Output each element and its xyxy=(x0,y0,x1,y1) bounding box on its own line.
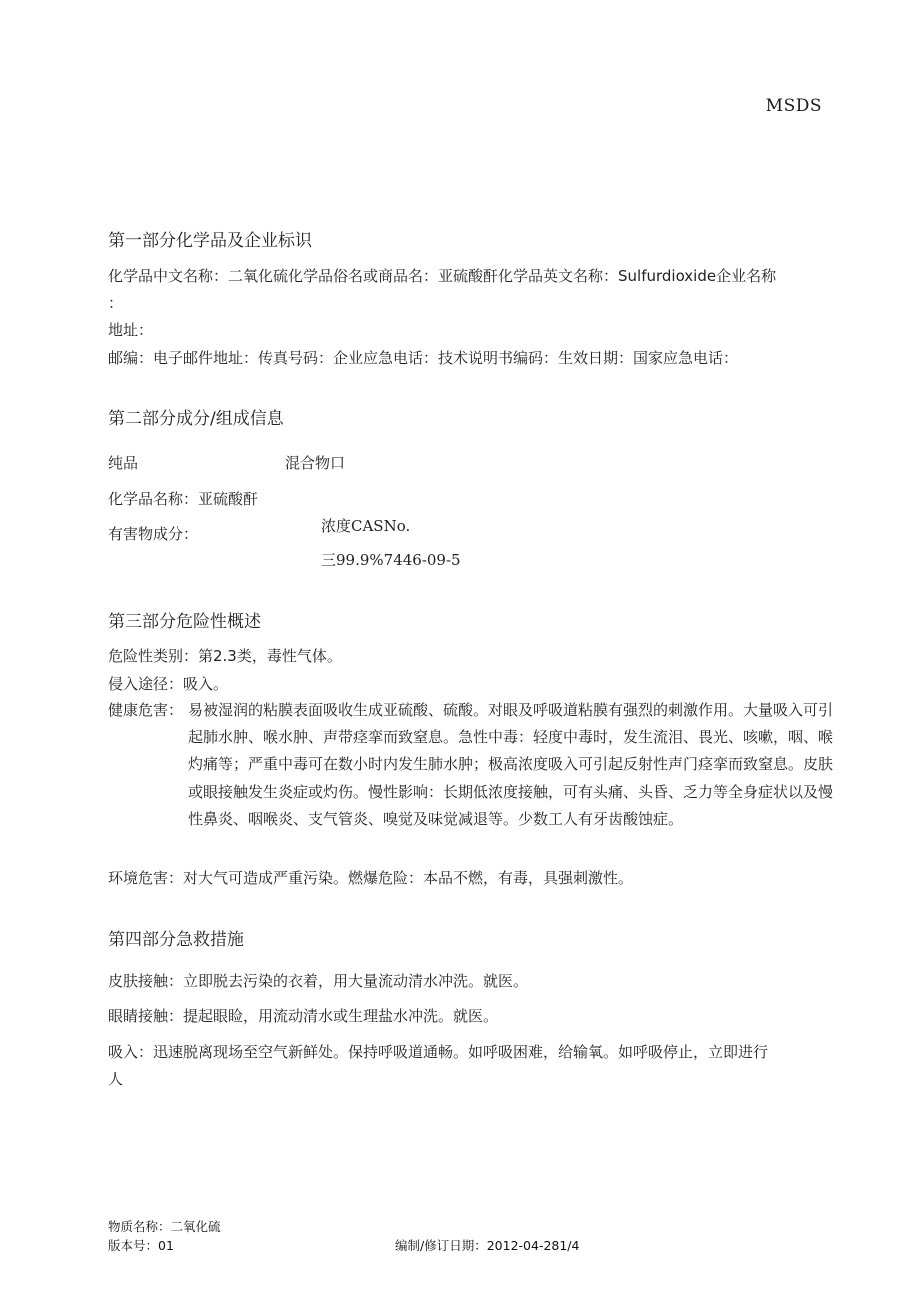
skin-contact: 皮肤接触：立即脱去污染的衣着，用大量流动清水冲洗。就医。 xyxy=(108,972,529,990)
hazard-components-label: 有害物成分： xyxy=(108,525,199,543)
section1-contact-line: 邮编：电子邮件地址：传真号码：企业应急电话：技术说明书编码：生效日期：国家应急电话： xyxy=(108,349,739,367)
section3-heading: 第三部分危险性概述 xyxy=(108,612,261,632)
inhalation-cont: 人 xyxy=(108,1070,124,1088)
section2-heading: 第二部分成分/组成信息 xyxy=(108,409,284,429)
health-hazard-text: 易被湿润的粘膜表面吸收生成亚硫酸、硫酸。对眼及呼吸道粘膜有强烈的刺激作用。大量吸入可引起肺水肿、喉水肿、声带痉挛而致窒息。急性中毒：轻度中毒时，发生流泪、畏光、咳嗽，咽、喉灼痛等；严重中毒可在数小时内发生肺水肿；极高浓度吸入可引起反射性声门痉挛而致窒息。皮肤或眼接触发生炎症或灼伤。慢性影响：长期低浓度接触，可有头痛、头昏、乏力等全身症状以及慢性鼻炎、咽喉炎、支气管炎、嗅觉及味觉减退等。少数工人有牙齿酸蚀症。 xyxy=(188,701,834,828)
section1-heading: 第一部分化学品及企业标识 xyxy=(108,231,312,251)
hazard-category: 危险性类别：第2.3类，毒性气体。 xyxy=(108,647,342,665)
footer-substance: 物质名称：二氧化硫 xyxy=(108,1219,221,1234)
health-hazard-label: 健康危害： xyxy=(108,701,184,719)
entry-route: 侵入途径：吸入。 xyxy=(108,675,229,693)
environment-hazard: 环境危害：对大气可造成严重污染。燃爆危险：本品不燃，有毒，具强刺激性。 xyxy=(108,869,634,887)
section1-address: 地址： xyxy=(108,321,154,339)
section4-heading: 第四部分急救措施 xyxy=(108,930,244,950)
footer-revision-date: 编制/修订日期：2012-04-281/4 xyxy=(395,1238,580,1253)
pure-label: 纯品 xyxy=(108,454,139,472)
inhalation: 吸入：迅速脱离现场至空气新鲜处。保持呼吸道通畅。如呼吸困难，给输氧。如呼吸停止，立即进行 xyxy=(108,1043,769,1061)
eye-contact: 眼睛接触：提起眼睑，用流动清水或生理盐水冲洗。就医。 xyxy=(108,1007,499,1025)
mixture-label: 混合物口 xyxy=(285,454,346,472)
section1-identity-line-cont: ： xyxy=(108,294,124,312)
concentration-header: 浓度CASNo. xyxy=(321,517,411,535)
chemical-name: 化学品名称：亚硫酸酐 xyxy=(108,490,259,508)
section1-identity-line: 化学品中文名称：二氧化硫化学品俗名或商品名：亚硫酸酐化学品英文名称：Sulfurdioxide企业名称 xyxy=(108,267,777,285)
document-tag: MSDS xyxy=(765,96,822,116)
health-hazard-block xyxy=(108,697,838,833)
footer-version: 版本号：01 xyxy=(108,1238,174,1253)
concentration-value: 三99.9%7446-09-5 xyxy=(321,551,461,569)
